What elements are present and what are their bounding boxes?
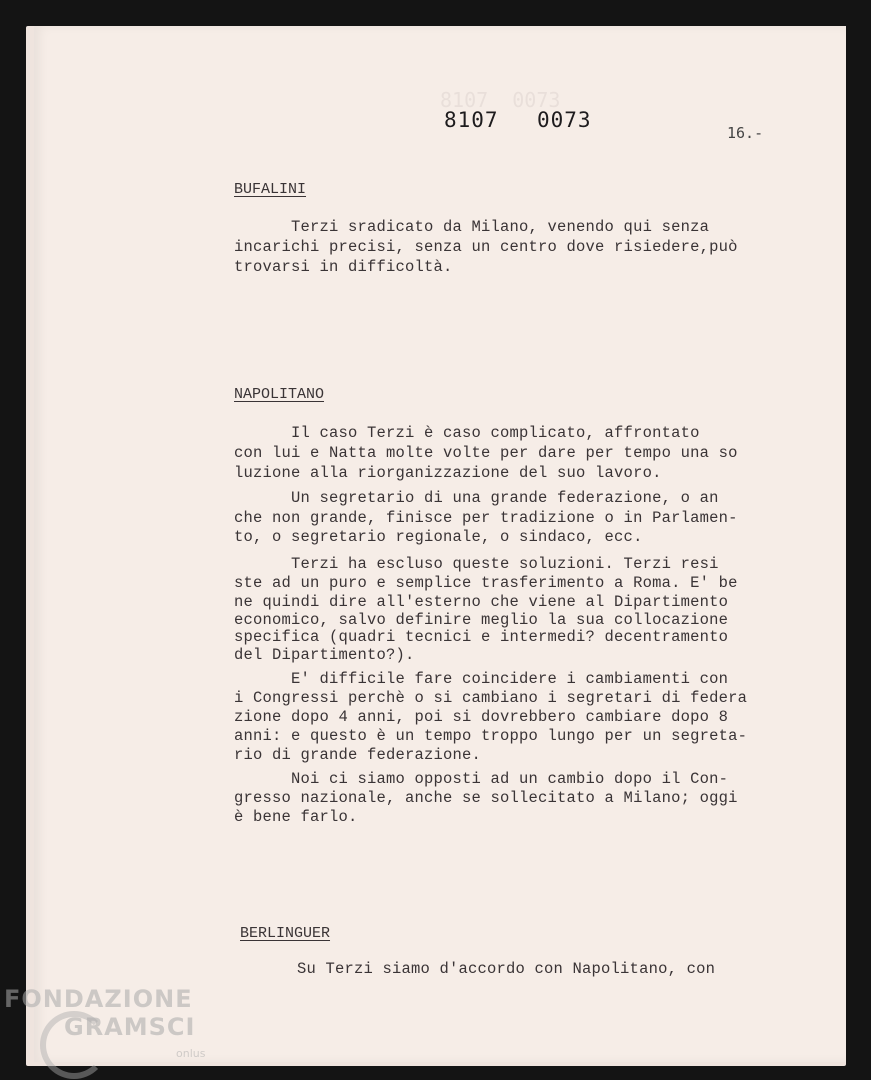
document-identifier-right: 0073 bbox=[537, 108, 592, 132]
fondazione-gramsci-watermark bbox=[4, 985, 224, 1075]
paragraph-line: rio di grande federazione. bbox=[234, 746, 482, 764]
paragraph-line: ste ad un puro e semplice trasferimento a Roma. E' be bbox=[234, 574, 738, 592]
paragraph-line: economico, salvo definire meglio la sua collocazione bbox=[234, 611, 729, 629]
speaker-heading-berlinguer: BERLINGUER bbox=[240, 925, 331, 942]
paragraph-line: Il caso Terzi è caso complicato, affrontato bbox=[234, 424, 700, 442]
paragraph-line: luzione alla riorganizzazione del suo lavoro. bbox=[234, 464, 662, 482]
paragraph-line: gresso nazionale, anche se sollecitato a Milano; oggi bbox=[234, 789, 738, 807]
document-identifier-left: 8107 bbox=[444, 108, 499, 132]
paragraph-line: specifica (quadri tecnici e intermedi? decentramento bbox=[234, 628, 729, 646]
paragraph-line: ne quindi dire all'esterno che viene al Dipartimento bbox=[234, 593, 729, 611]
paragraph-line: i Congressi perchè o si cambiano i segretari di federa bbox=[234, 689, 748, 707]
paragraph-line: Terzi sradicato da Milano, venendo qui senza bbox=[234, 218, 710, 236]
paragraph-line: è bene farlo. bbox=[234, 808, 358, 826]
paragraph-line: anni: e questo è un tempo troppo lungo per un segreta- bbox=[234, 727, 748, 745]
paragraph-line: E' difficile fare coincidere i cambiamenti con bbox=[234, 670, 729, 688]
page-number: 16.- bbox=[727, 124, 764, 142]
paragraph-line: incarichi precisi, senza un centro dove risiedere,può bbox=[234, 238, 738, 256]
paragraph-line: trovarsi in difficoltà. bbox=[234, 258, 453, 276]
paragraph-line: con lui e Natta molte volte per dare per tempo una so bbox=[234, 444, 738, 462]
speaker-heading-napolitano: NAPOLITANO bbox=[234, 386, 325, 403]
paragraph-line: to, o segretario regionale, o sindaco, ecc. bbox=[234, 528, 643, 546]
paragraph-line: del Dipartimento?). bbox=[234, 646, 415, 664]
paragraph-line: zione dopo 4 anni, poi si dovrebbero cambiare dopo 8 bbox=[234, 708, 729, 726]
paragraph-line: Su Terzi siamo d'accordo con Napolitano, con bbox=[240, 960, 716, 978]
watermark-line3: onlus bbox=[176, 1047, 206, 1060]
paragraph-line: che non grande, finisce per tradizione o in Parlamen- bbox=[234, 509, 738, 527]
paragraph-line: Noi ci siamo opposti ad un cambio dopo il Con- bbox=[234, 770, 729, 788]
watermark-line1: FONDAZIONE bbox=[4, 985, 193, 1013]
show-through-mark: 8107 0073 bbox=[440, 88, 561, 112]
paragraph-line: Un segretario di una grande federazione, o an bbox=[234, 489, 719, 507]
paragraph-line: Terzi ha escluso queste soluzioni. Terzi resi bbox=[234, 555, 719, 573]
watermark-line2: GRAMSCI bbox=[64, 1013, 196, 1041]
speaker-heading-bufalini: BUFALINI bbox=[234, 181, 307, 198]
